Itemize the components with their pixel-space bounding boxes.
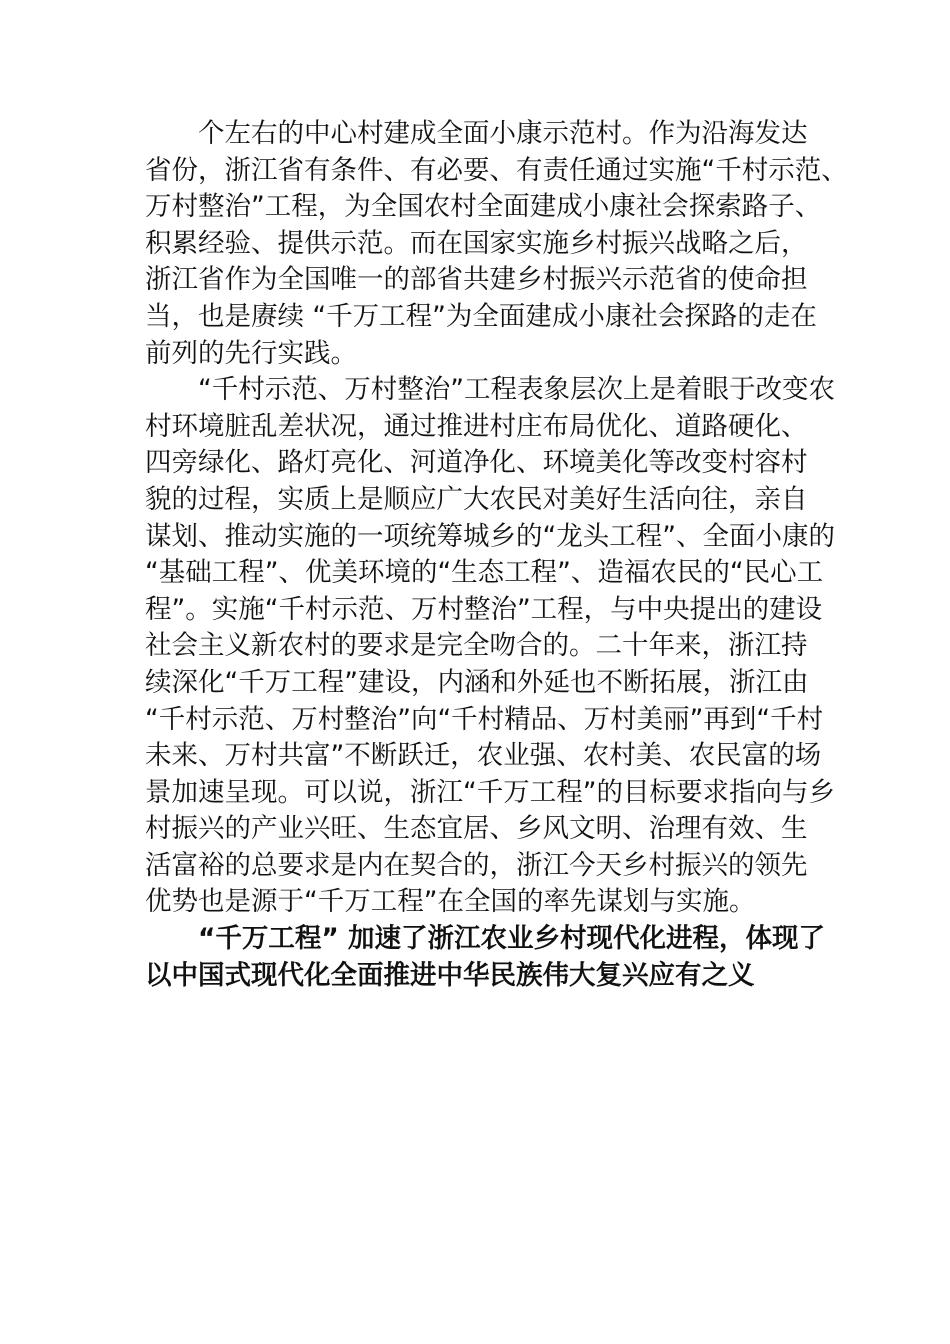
text-line: 当，也是赓续 “千万工程”为全面建成小康社会探路的走在: [145, 300, 817, 332]
text-line: 活富裕的总要求是内在契合的，浙江今天乡村振兴的领先: [145, 849, 808, 881]
text-line: “千村示范、万村整治”向“千村精品、万村美丽”再到“千村: [145, 703, 824, 735]
paragraph-1: [145, 116, 848, 372]
text-line: 未来、万村共富”不断跃迁，农业强、农村美、农民富的场: [145, 740, 822, 772]
text-line: 谋划、推动实施的一项统筹城乡的“龙头工程”、全面小康的: [145, 520, 835, 552]
heading-line: 以中国式现代化全面推进中华民族伟大复兴应有之义: [145, 959, 755, 991]
text-line: 貌的过程，实质上是顺应广大农民对美好生活向往，亲自: [145, 483, 808, 515]
text-line: 四旁绿化、路灯亮化、河道净化、环境美化等改变村容村: [145, 447, 808, 479]
document-body: [145, 116, 848, 994]
paragraph-2: [145, 372, 835, 921]
text-line: 万村整治”工程，为全国农村全面建成小康社会探索路子、: [145, 191, 822, 223]
text-line: 村环境脏乱差状况，通过推进村庄布局优化、道路硬化、: [145, 410, 808, 442]
text-line: 前列的先行实践。: [145, 337, 357, 369]
text-line: 续深化“千万工程”建设，内涵和外延也不断拓展，浙江由: [145, 666, 809, 698]
heading-line: “千万工程” 加速了浙江农业乡村现代化进程，体现了: [198, 923, 826, 955]
text-line: 浙江省作为全国唯一的部省共建乡村振兴示范省的使命担: [145, 264, 808, 296]
text-line: 景加速呈现。可以说，浙江“千万工程”的目标要求指向与乡: [145, 776, 835, 808]
text-line: 村振兴的产业兴旺、生态宜居、乡风文明、治理有效、生: [145, 813, 808, 845]
text-line: 优势也是源于“千万工程”在全国的率先谋划与实施。: [145, 886, 756, 918]
section-heading: [145, 921, 826, 994]
text-line: “基础工程”、优美环境的“生态工程”、造福农民的“民心工: [145, 557, 824, 589]
text-line: 积累经验、提供示范。而在国家实施乡村振兴战略之后，: [145, 227, 808, 259]
text-line: 程”。实施“千村示范、万村整治”工程，与中央提出的建设: [145, 593, 823, 625]
text-line: “千村示范、万村整治”工程表象层次上是着眼于改变农: [198, 374, 835, 406]
text-line: 个左右的中心村建成全面小康示范村。作为沿海发达: [198, 118, 808, 149]
text-line: 省份，浙江省有条件、有必要、有责任通过实施“千村示范、: [145, 154, 848, 186]
text-line: 社会主义新农村的要求是完全吻合的。二十年来，浙江持: [145, 630, 808, 662]
